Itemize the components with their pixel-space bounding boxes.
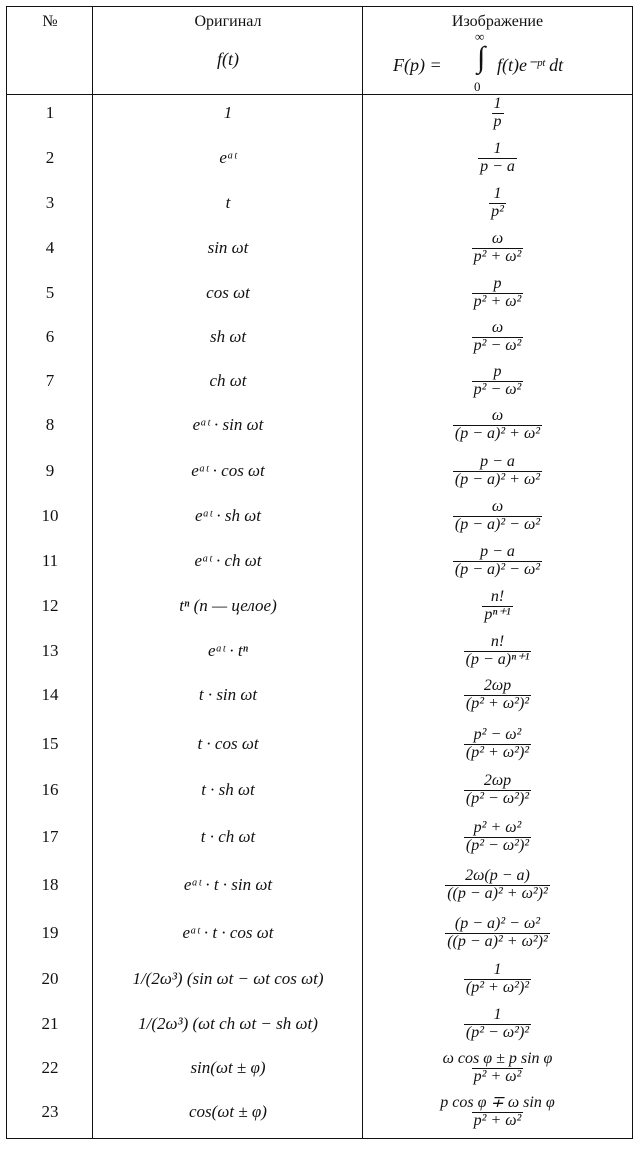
original-function: eᵃᵗ · tⁿ: [207, 641, 248, 660]
fraction: [472, 276, 524, 311]
fraction-denominator: (p − a)² + ω²: [454, 424, 541, 442]
image-function: [363, 316, 632, 358]
image-function: [363, 674, 632, 716]
fraction-numerator: 1: [493, 960, 502, 978]
row-number: 1: [45, 103, 55, 122]
fraction: [464, 773, 531, 808]
fraction-numerator: 2ω(p − a): [465, 866, 530, 884]
table-row: [7, 182, 632, 224]
fraction: [453, 544, 542, 579]
fraction: [445, 868, 550, 903]
image-function: [363, 769, 632, 811]
table-row: [7, 137, 632, 179]
image-function: [363, 540, 632, 582]
fraction-numerator: ω: [491, 406, 504, 424]
fraction-numerator: ω cos φ ± p sin φ: [442, 1049, 553, 1067]
image-function: [363, 816, 632, 858]
original-function: t · sh ωt: [201, 780, 255, 799]
table-row: [7, 540, 632, 582]
fraction-denominator: p² − ω²: [473, 380, 522, 398]
table-row: [7, 674, 632, 716]
integral-upper-limit: ∞: [475, 29, 485, 44]
fraction: [478, 141, 517, 176]
image-function: [363, 1003, 632, 1045]
integral-lower-limit: 0: [474, 79, 481, 94]
fraction-denominator: (p² − ω²)²: [465, 1023, 530, 1041]
fraction: [464, 678, 531, 713]
laplace-integral-formula: [363, 29, 632, 94]
row-number: 13: [41, 641, 59, 660]
row-number: 2: [45, 148, 55, 167]
row-number: 7: [45, 371, 55, 390]
original-function: t · cos ωt: [197, 734, 259, 753]
fraction: [464, 820, 531, 855]
table-row: [7, 227, 632, 269]
row-number: 9: [45, 461, 55, 480]
fraction-numerator: ω: [491, 318, 504, 336]
fraction-denominator: pⁿ⁺¹: [484, 605, 511, 623]
fraction-numerator: p − a: [480, 542, 515, 560]
fraction-numerator: n!: [490, 587, 505, 605]
original-function: sin(ωt ± φ): [190, 1058, 266, 1077]
fraction-denominator: (p − a)ⁿ⁺¹: [465, 650, 530, 668]
fraction-numerator: p² + ω²: [473, 818, 522, 836]
integral-sign: ∫: [477, 41, 486, 74]
fraction-denominator: (p² + ω²)²: [465, 978, 530, 996]
table-row: [7, 450, 632, 492]
table-row: [7, 769, 632, 811]
row-number: 16: [41, 780, 59, 799]
fraction: [472, 231, 524, 266]
image-function: [363, 272, 632, 314]
image-function: [363, 1091, 632, 1133]
original-function: t · sin ωt: [198, 685, 258, 704]
fraction-denominator: p² + ω²: [473, 292, 522, 310]
fraction-numerator: p: [493, 274, 502, 292]
row-number: 23: [41, 1102, 59, 1121]
image-function: [363, 92, 632, 134]
row-number: 17: [41, 827, 59, 846]
formula-lhs: F(p) =: [393, 55, 442, 75]
row-number: 21: [41, 1014, 59, 1033]
table-row: [7, 92, 632, 134]
original-header-function: f(t): [217, 49, 239, 69]
fraction: [472, 364, 524, 399]
row-number: 8: [45, 415, 55, 434]
image-function: [363, 404, 632, 446]
image-function: [363, 137, 632, 179]
table-row: [7, 1003, 632, 1045]
original-function: eᵃᵗ · cos ωt: [191, 461, 265, 480]
fraction-numerator: 2ωp: [483, 676, 512, 694]
image-function: [363, 360, 632, 402]
image-header-label: Изображение: [451, 13, 544, 30]
row-number: 5: [45, 283, 55, 302]
table-row: [7, 316, 632, 358]
header-original: [93, 7, 363, 94]
fraction-numerator: n!: [490, 632, 505, 650]
fraction: [453, 499, 542, 534]
fraction: [464, 727, 531, 762]
header-number: [7, 7, 93, 94]
original-function: eᵃᵗ · sin ωt: [192, 415, 264, 434]
table-row: [7, 495, 632, 537]
original-function: eᵃᵗ · sh ωt: [194, 506, 262, 525]
fraction-denominator: p²: [491, 202, 504, 220]
image-function: [363, 912, 632, 954]
image-function: [363, 182, 632, 224]
fraction: [489, 186, 506, 221]
fraction: [453, 408, 542, 443]
original-function: tⁿ (n — целое): [179, 596, 277, 615]
original-function: t · ch ωt: [200, 827, 256, 846]
row-number: 12: [41, 596, 59, 615]
table-row: [7, 272, 632, 314]
row-number: 20: [41, 969, 59, 988]
original-function: sh ωt: [209, 327, 247, 346]
fraction: [438, 1095, 556, 1130]
fraction-numerator: 2ωp: [483, 771, 512, 789]
table-row: [7, 630, 632, 672]
fraction-numerator: p² − ω²: [473, 725, 522, 743]
row-number: 6: [45, 327, 55, 346]
fraction-denominator: (p − a)² − ω²: [454, 560, 541, 578]
table-row: [7, 912, 632, 954]
fraction: [482, 589, 512, 624]
original-function: cos(ωt ± φ): [189, 1102, 267, 1121]
row-number: 22: [41, 1058, 59, 1077]
fraction-numerator: 1: [493, 1005, 502, 1023]
fraction: [472, 320, 524, 355]
row-number: 19: [41, 923, 59, 942]
fraction-denominator: (p − a)² + ω²: [454, 470, 541, 488]
fraction: [492, 96, 504, 131]
fraction-denominator: ((p − a)² + ω²)²: [447, 884, 548, 902]
fraction-denominator: p: [493, 112, 502, 130]
row-number: 15: [41, 734, 59, 753]
fraction-numerator: ω: [491, 497, 504, 515]
fraction-denominator: (p − a)² − ω²: [454, 515, 541, 533]
table-row: [7, 585, 632, 627]
row-number: 4: [45, 238, 55, 257]
table-row: [7, 864, 632, 906]
image-function: [363, 495, 632, 537]
fraction: [441, 1051, 555, 1086]
original-function: eᵃᵗ · t · sin ωt: [183, 875, 273, 894]
row-number: 10: [41, 506, 59, 525]
fraction: [453, 454, 542, 489]
fraction-denominator: ((p − a)² + ω²)²: [447, 932, 548, 950]
image-function: [363, 1047, 632, 1089]
original-function: cos ωt: [206, 283, 250, 302]
image-function: [363, 450, 632, 492]
fraction: [464, 1007, 531, 1042]
fraction-denominator: (p² + ω²)²: [465, 694, 530, 712]
fraction: [464, 634, 532, 669]
image-function: [363, 585, 632, 627]
table-row: [7, 1091, 632, 1133]
original-function: 1: [223, 103, 233, 122]
row-number: 18: [41, 875, 59, 894]
original-function: eᵃᵗ · ch ωt: [194, 551, 262, 570]
image-function: [363, 227, 632, 269]
fraction-denominator: p − a: [480, 157, 515, 175]
fraction-denominator: p² − ω²: [473, 336, 522, 354]
table-row: [7, 958, 632, 1000]
fraction-numerator: (p − a)² − ω²: [454, 914, 541, 932]
original-function: eᵃᵗ · t · cos ωt: [182, 923, 274, 942]
image-function: [363, 864, 632, 906]
fraction-numerator: ω: [491, 229, 504, 247]
laplace-table: [6, 6, 633, 1139]
table-row: [7, 816, 632, 858]
original-function: t: [225, 193, 231, 212]
fraction-numerator: p − a: [480, 452, 515, 470]
table-row: [7, 404, 632, 446]
image-function: [363, 630, 632, 672]
table-row: [7, 1047, 632, 1089]
fraction-numerator: p: [493, 362, 502, 380]
original-function: sin ωt: [207, 238, 249, 257]
image-function: [363, 958, 632, 1000]
fraction-denominator: p² + ω²: [473, 1111, 522, 1129]
original-function: 1/(2ω³) (sin ωt − ωt cos ωt): [132, 969, 324, 988]
row-number: 11: [41, 551, 59, 570]
number-header-label: №: [42, 13, 58, 30]
table-row: [7, 723, 632, 765]
original-header-label: Оригинал: [194, 13, 262, 30]
row-number: 14: [41, 685, 59, 704]
formula-rhs: f(t)e⁻ᵖᵗ dt: [497, 55, 564, 75]
image-function: [363, 723, 632, 765]
original-function: eᵃᵗ: [219, 148, 237, 167]
table-row: [7, 360, 632, 402]
fraction-denominator: p² + ω²: [473, 1067, 522, 1085]
original-function: ch ωt: [209, 371, 247, 390]
fraction-denominator: (p² − ω²)²: [465, 789, 530, 807]
fraction-denominator: p² + ω²: [473, 247, 522, 265]
fraction-numerator: 1: [493, 184, 502, 202]
fraction-denominator: (p² − ω²)²: [465, 836, 530, 854]
fraction-numerator: 1: [493, 94, 502, 112]
fraction: [445, 916, 550, 951]
fraction-denominator: (p² + ω²)²: [465, 743, 530, 761]
original-function: 1/(2ω³) (ωt ch ωt − sh ωt): [138, 1014, 318, 1033]
fraction-numerator: p cos φ ∓ ω sin φ: [440, 1093, 555, 1111]
fraction: [464, 962, 531, 997]
header-image: [363, 7, 632, 94]
row-number: 3: [45, 193, 55, 212]
fraction-numerator: 1: [493, 139, 502, 157]
